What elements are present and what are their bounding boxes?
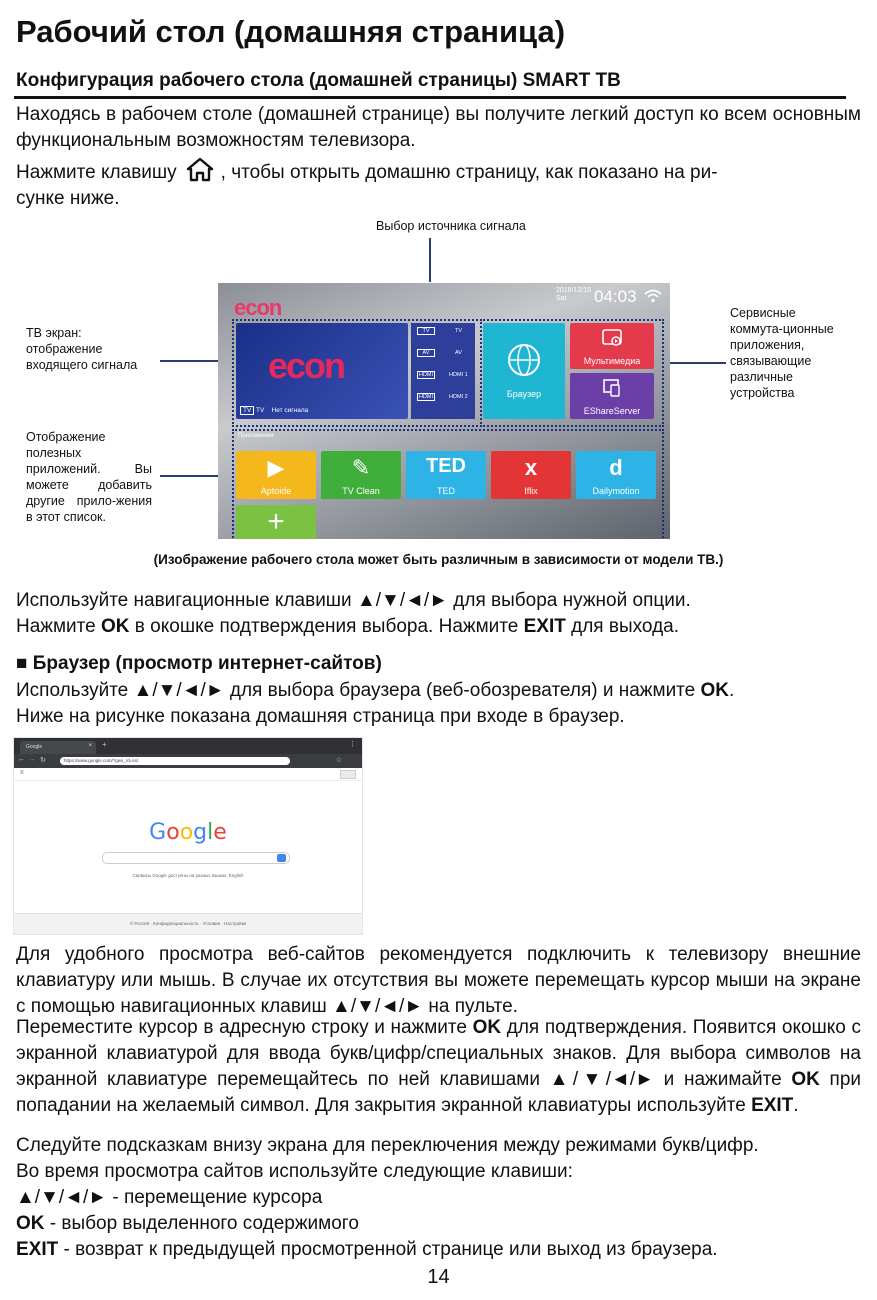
navigation-line1: Используйте навигационные клавиши ▲/▼/◄/► для выбора нужной опции. [16,590,691,611]
multimedia-tile-label: Мультимедиа [583,356,641,366]
eshare-tile[interactable] [570,373,654,419]
key-exit-line [16,1237,861,1263]
star-icon[interactable]: ☆ [335,757,342,764]
sign-in-button[interactable] [340,770,356,779]
back-icon[interactable]: ← [18,756,25,763]
google-language-note: Сервисы Google доступны на разных языках: English [132,873,244,878]
body-p2-c: при попадании на желаемый символ. Для закрытия экранной клавиатуры используйте [16,1069,862,1116]
key-exit-text: - возврат к предыдущей просмотренной странице или выход из браузера. [58,1239,718,1260]
navigation-paragraph [16,588,861,640]
tv-screen-status [240,407,308,414]
google-logo-letter: e [213,820,227,845]
app-tile-label: Dailymotion [592,486,640,496]
browser-screenshot [13,737,363,935]
app-tile-tv-clean[interactable] [321,451,401,499]
tv-screen-badge: TV [240,406,254,415]
tv-screen-preview[interactable] [236,323,408,419]
hdmi-source-icon: HDMI [418,372,434,378]
exit-key-label: EXIT [16,1239,59,1260]
eshare-tile-label: EShareServer [583,406,641,416]
url-field[interactable]: https://www.google.com/?gws_rd=ssl [60,757,290,765]
tv-day-text: Sat [556,295,567,302]
source-label-3: HDMI 1 [449,372,468,378]
key-ok-text: - выбор выделенного содержимого [44,1213,359,1234]
body-p2-d: . [793,1095,799,1116]
app-tile-dailymotion[interactable] [576,451,656,499]
exit-key-label: EXIT [751,1095,794,1116]
tv-home-screen [218,283,670,539]
key-ok-line [16,1211,861,1237]
browser-tile[interactable] [483,323,565,419]
source-item-1[interactable] [417,327,462,335]
google-top-nav [14,768,362,781]
label-apps: Отображение полезных приложений. Вы можете добавить другие прило-жения в этот список. [26,430,152,524]
app-tile-iflix[interactable] [491,451,571,499]
browser-line1-a: Используйте ▲/▼/◄/► для выбора браузера (веб-обозревателя) и нажмите [16,680,701,701]
app-tile-label: Aptoide [260,486,292,496]
browser-line2: Ниже на рисунке показана домашняя страница при входе в браузер. [16,706,625,727]
google-logo-letter: g [193,820,208,845]
home-key-icon [185,156,215,182]
exit-key-label: EXIT [523,616,566,637]
plus-icon: + [267,505,285,538]
google-logo-letter: o [166,820,180,845]
forward-icon[interactable]: → [28,756,35,763]
source-item-3[interactable] [417,371,468,379]
source-item-2[interactable] [417,349,462,357]
body-paragraph-4: Во время просмотра сайтов используйте следующие клавиши: [16,1161,573,1182]
key-cursor-line: ▲/▼/◄/► - перемещение курсора [16,1187,323,1208]
browser-address-bar [14,754,362,768]
multimedia-icon [602,329,622,347]
google-footer: © Россия · Конфиденциальность · Условия · Настройки [14,913,362,934]
hamburger-icon[interactable]: ≡ [20,770,24,776]
app-glyph-icon: ✎ [351,455,371,480]
globe-icon [507,343,541,377]
ok-key-label: OK [472,1017,502,1038]
section-rule [14,96,846,99]
ok-key-label: OK [16,1213,45,1234]
app-glyph-icon: x [524,455,538,480]
source-label-2: AV [455,350,462,356]
ok-key-label: OK [101,616,130,637]
callout-line-right [670,362,726,364]
browser-heading: ■ Браузер (просмотр интернет-сайтов) [16,653,382,674]
app-tile-label: Iflix [524,486,538,496]
intro-home-text-line2: сунке ниже. [16,188,120,209]
hdmi-source-icon: HDMI [418,394,434,400]
callout-line-top [429,238,431,282]
av-source-icon: AV [417,349,435,357]
google-logo [14,820,362,845]
tv-clock: 04:03 [594,287,637,306]
app-glyph-icon: TED [426,455,466,477]
callout-line-left2 [160,475,218,477]
multimedia-tile[interactable] [570,323,654,369]
google-logo-letter: G [149,820,167,845]
diagram-caption: (Изображение рабочего стола может быть различным в зависимости от модели ТВ.) [153,552,724,567]
body-p2-a: Переместите курсор в адресную строку и нажмите [16,1017,473,1038]
google-logo-text [149,820,227,845]
navigation-line2-b: в окошке подтверждения выбора. Нажмите [129,616,524,637]
browser-paragraph [16,678,861,730]
browser-tab-title: Google [26,744,43,750]
tv-source-icon: TV [417,327,435,335]
app-glyph-icon: d [609,455,623,480]
ok-key-label: OK [700,680,730,701]
body-paragraph-1: Для удобного просмотра веб-сайтов рекомендуется подключить к телевизору внешние клавиатуру или мышь. В случае их отсутствия вы можете перемещать курсор мыши на экране с помощью навигационных клавиш ▲/▼/◄/► на пульте. [16,944,861,1017]
source-label-4: HDMI 2 [449,394,468,400]
intro-home-paragraph [16,156,861,212]
google-logo-letter: l [207,820,214,845]
tv-brand-logo: econ [234,295,282,320]
app-tile-ted[interactable] [406,451,486,499]
label-service-apps: Сервисные коммута-ционные приложения, связывающие различные устройства [730,306,834,400]
wifi-icon [644,289,662,303]
page-title: Рабочий стол (домашняя страница) [16,14,566,49]
intro-home-text-after: , чтобы открыть домашню страницу, как показано на ри- [220,162,718,183]
tv-date [556,287,591,303]
app-glyph-icon: ▶ [267,455,285,480]
reload-icon[interactable]: ↻ [40,757,46,764]
app-tile-label: TV Clean [342,486,380,496]
ok-key-label: OK [791,1069,820,1090]
app-tile-aptoide[interactable] [236,451,316,499]
google-logo-letter: o [179,820,194,845]
label-source-select: Выбор источника сигнала [376,219,526,233]
search-icon[interactable] [277,854,286,862]
intro-home-text-before: Нажмите клавишу [16,162,177,183]
label-tv-screen: ТВ экран: отображение входящего сигнала [26,326,138,372]
browser-tile-label: Браузер [506,389,542,399]
navigation-line2-c: для выхода. [565,616,679,637]
tv-date-text: 2018/12/15 [556,287,592,294]
app-tile-label: TED [437,486,455,496]
page-number: 14 [427,1266,450,1288]
body-paragraph-3: Следуйте подсказкам внизу экрана для переключения между режимами букв/цифр. [16,1135,759,1156]
browser-tab-bar [14,738,362,754]
tv-screen-status-text: TV Нет сигнала [256,407,309,414]
tv-screen-logo: econ [268,345,345,386]
add-app-tile[interactable] [236,505,316,539]
new-tab-icon[interactable]: + [102,740,107,749]
browser-tab[interactable] [20,741,96,754]
body-paragraph-2 [16,1015,861,1119]
source-list [411,323,475,419]
section-title: Конфигурация рабочего стола (домашней страницы) SMART ТВ [16,70,621,91]
browser-line1-b: . [729,680,735,701]
apps-header: Приложения [238,433,274,439]
body-p2-b: для подтверждения. Появится окошко с экранной клавиатурой для ввода букв/цифр/специальных знаков. Для выбора символов на экранной клавиатуре перемещайтесь по ней клавишами ▲/▼/◄/► и нажимайте [16,1017,861,1090]
source-label-1: TV [455,328,463,334]
menu-icon[interactable]: ⋮ [349,741,356,748]
callout-line-left1 [160,360,218,362]
intro-paragraph: Находясь в рабочем столе (домашней странице) вы получите легкий доступ ко всем основным функциональным возможностям телевизора. [16,104,861,151]
close-icon[interactable]: × [88,743,92,749]
screen-share-icon [602,378,622,398]
google-search-input[interactable] [102,852,290,864]
navigation-line2-a: Нажмите [16,616,102,637]
source-item-4[interactable] [417,393,468,401]
